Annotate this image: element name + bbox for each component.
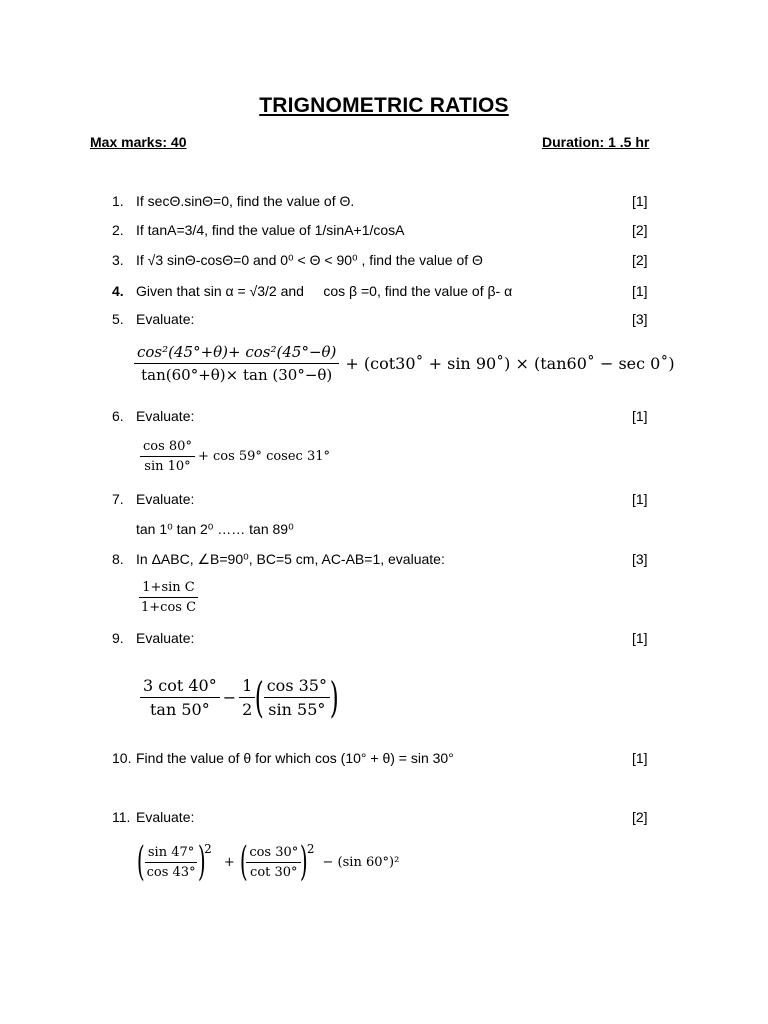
expression-11-numerator-1: sin 47° [145, 845, 197, 863]
left-paren: ( [255, 672, 265, 722]
expression-8 [138, 580, 199, 615]
question-9 [0, 630, 768, 650]
expression-9-fraction-1 [140, 676, 220, 719]
question-marks: [1] [632, 750, 648, 766]
question-5 [0, 311, 768, 331]
expression-11-tail: − (sin 60°)² [322, 854, 400, 870]
duration: Duration: 1 .5 hr [542, 134, 650, 150]
question-number: 2. [112, 222, 124, 238]
question-number: 7. [112, 491, 124, 507]
expression-6-numerator: cos 80° [140, 439, 195, 457]
expression-11-numerator-2: cos 30° [246, 845, 301, 863]
expression-9-denominator-3: sin 55° [268, 700, 326, 719]
expression-9-minus: − [222, 688, 237, 707]
question-number: 3. [112, 252, 124, 268]
expression-8-denominator: 1+cos C [141, 600, 197, 615]
question-3 [0, 252, 768, 272]
expression-5-fraction [134, 343, 339, 384]
question-marks: [3] [632, 311, 648, 327]
exponent-2: 2 [306, 842, 315, 856]
expression-8-fraction [138, 580, 199, 615]
question-text: Evaluate: [136, 311, 195, 327]
expression-11-denominator-1: cos 43° [146, 864, 196, 880]
exponent-2: 2 [204, 842, 212, 856]
question-text: If √3 sinΘ-cosΘ=0 and 0⁰ < Θ < 90⁰ , find the value of Θ [136, 252, 483, 268]
question-4 [0, 283, 768, 303]
expression-5-numerator: cos²(45°+θ)+ cos²(45°−θ) [134, 343, 339, 364]
expression-9-denominator-1: tan 50° [150, 700, 210, 719]
question-text: If tanA=3/4, find the value of 1/sinA+1/cosA [136, 222, 405, 238]
question-1 [0, 193, 768, 213]
expression-8-numerator: 1+sin C [139, 580, 197, 598]
expression-7: tan 1⁰ tan 2⁰ …… tan 89⁰ [136, 521, 294, 537]
question-text: In ΔABC, ∠B=90⁰, BC=5 cm, AC-AB=1, evaluate: [136, 551, 445, 567]
question-7 [0, 491, 768, 511]
question-6 [0, 408, 768, 428]
left-paren: ( [136, 839, 145, 885]
expression-6-rest: + cos 59° cosec 31° [197, 449, 330, 464]
question-marks: [1] [632, 193, 648, 209]
question-marks: [2] [632, 222, 648, 238]
page-title: TRIGNOMETRIC RATIOS [259, 94, 509, 117]
right-paren: ) [197, 839, 206, 885]
question-10 [0, 750, 768, 770]
question-text: If secΘ.sinΘ=0, find the value of Θ. [136, 193, 355, 209]
question-marks: [1] [632, 491, 648, 507]
question-text: Evaluate: [136, 630, 195, 646]
question-number: 4. [112, 283, 124, 299]
expression-9 [140, 672, 339, 722]
question-number: 6. [112, 408, 124, 424]
question-number: 9. [112, 630, 124, 646]
expression-9-fraction-3 [264, 676, 330, 719]
expression-11-fraction-2 [246, 845, 301, 880]
right-paren: ) [300, 839, 308, 885]
expression-11 [136, 839, 400, 885]
question-number: 5. [112, 311, 124, 327]
question-11 [0, 809, 768, 829]
expression-11-fraction-1 [144, 845, 199, 880]
question-marks: [2] [632, 252, 648, 268]
expression-9-fraction-2 [239, 676, 255, 719]
expression-9-numerator-3: cos 35° [264, 676, 330, 698]
expression-6-fraction [140, 439, 195, 474]
question-text: Evaluate: [136, 408, 195, 424]
question-marks: [1] [632, 408, 648, 424]
expression-6 [140, 439, 330, 474]
question-text: Find the value of θ for which cos (10° + θ) = sin 30° [136, 750, 454, 766]
expression-11-plus: + [223, 854, 235, 870]
question-number: 1. [112, 193, 124, 209]
expression-9-numerator-2: 1 [239, 676, 255, 698]
question-2 [0, 222, 768, 242]
question-number: 10. [112, 750, 132, 766]
expression-11-denominator-2: cot 30° [250, 864, 298, 880]
expression-5-denominator: tan(60°+θ)× tan (30°−θ) [141, 366, 333, 384]
right-paren: ) [329, 672, 339, 722]
question-8 [0, 551, 768, 571]
question-number: 8. [112, 551, 124, 567]
question-text: Evaluate: [136, 491, 195, 507]
max-marks: Max marks: 40 [90, 134, 187, 150]
question-text: Evaluate: [136, 809, 195, 825]
expression-9-numerator-1: 3 cot 40° [140, 676, 220, 698]
question-marks: [2] [632, 809, 648, 825]
question-marks: [3] [632, 551, 648, 567]
left-paren: ( [239, 839, 248, 885]
expression-6-denominator: sin 10° [144, 459, 191, 474]
expression-5-rest: + (cot30˚ + sin 90˚) × (tan60˚ − sec 0˚) [345, 354, 675, 373]
question-text: Given that sin α = √3/2 and cos β =0, find the value of β- α [136, 283, 513, 299]
question-marks: [1] [632, 630, 648, 646]
expression-9-denominator-2: 2 [242, 700, 253, 719]
question-number: 11. [112, 809, 131, 825]
expression-5 [134, 343, 675, 384]
question-marks: [1] [632, 283, 648, 299]
